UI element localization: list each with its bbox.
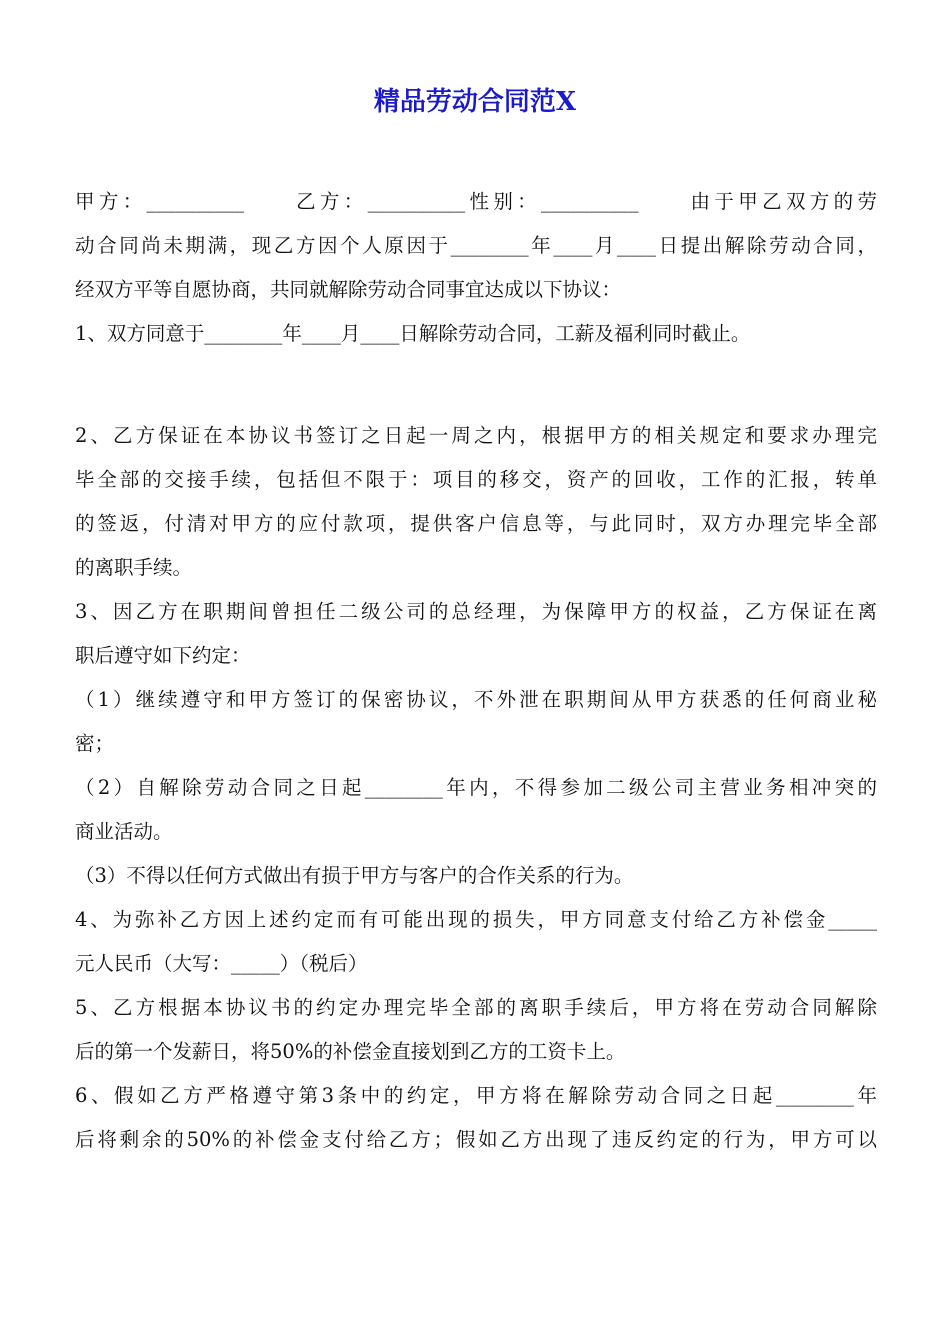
paragraph-line: 经双方平等自愿协商，共同就解除劳动合同事宜达成以下协议： bbox=[75, 278, 622, 301]
clause-5: 5、乙方根据本协议书的约定办理完毕全部的离职手续后，甲方将在劳动合同解除 bbox=[75, 996, 877, 1019]
paragraph-line: 甲方：__________ 乙方：__________性别：__________ 由于甲乙双方的劳 bbox=[75, 190, 877, 213]
paragraph-line: 密； bbox=[75, 732, 115, 755]
clause-4: 4、为弥补乙方因上述约定而有可能出现的损失，甲方同意支付给乙方补偿金_____ bbox=[75, 908, 877, 931]
sub-clause-2: （2）自解除劳动合同之日起________年内，不得参加二级公司主营业务相冲突的 bbox=[75, 776, 877, 799]
clause-6: 6、假如乙方严格遵守第3条中的约定，甲方将在解除劳动合同之日起________年 bbox=[75, 1084, 877, 1107]
paragraph-line: 毕全部的交接手续，包括但不限于：项目的移交，资产的回收，工作的汇报，转单 bbox=[75, 468, 877, 491]
sub-clause-1: （1）继续遵守和甲方签订的保密协议，不外泄在职期间从甲方获悉的任何商业秘 bbox=[75, 688, 877, 711]
document-title: 精品劳动合同范X bbox=[373, 87, 577, 117]
document-body bbox=[75, 180, 877, 1162]
clause-3: 3、因乙方在职期间曾担任二级公司的总经理，为保障甲方的权益，乙方保证在离 bbox=[75, 600, 877, 623]
paragraph-line: 后将剩余的50%的补偿金支付给乙方；假如乙方出现了违反约定的行为，甲方可以 bbox=[75, 1128, 877, 1151]
paragraph-line: 动合同尚未期满，现乙方因个人原因于________年____月____日提出解除劳动合同， bbox=[75, 234, 877, 257]
clause-1: 1、双方同意于________年____月____日解除劳动合同，工薪及福利同时截止。 bbox=[75, 322, 751, 345]
paragraph-line: 的签返，付清对甲方的应付款项，提供客户信息等，与此同时，双方办理完毕全部 bbox=[75, 512, 877, 535]
paragraph-line: 职后遵守如下约定： bbox=[75, 644, 251, 667]
paragraph-line: 商业活动。 bbox=[75, 820, 173, 843]
clause-2: 2、乙方保证在本协议书签订之日起一周之内，根据甲方的相关规定和要求办理完 bbox=[75, 424, 877, 447]
paragraph-line: 元人民币（大写：_____）（税后） bbox=[75, 952, 368, 975]
sub-clause-3: （3）不得以任何方式做出有损于甲方与客户的合作关系的行为。 bbox=[75, 864, 634, 887]
paragraph-line: 后的第一个发薪日，将50%的补偿金直接划到乙方的工资卡上。 bbox=[75, 1040, 626, 1063]
paragraph-line: 的离职手续。 bbox=[75, 556, 193, 579]
blank-gap bbox=[75, 356, 877, 414]
